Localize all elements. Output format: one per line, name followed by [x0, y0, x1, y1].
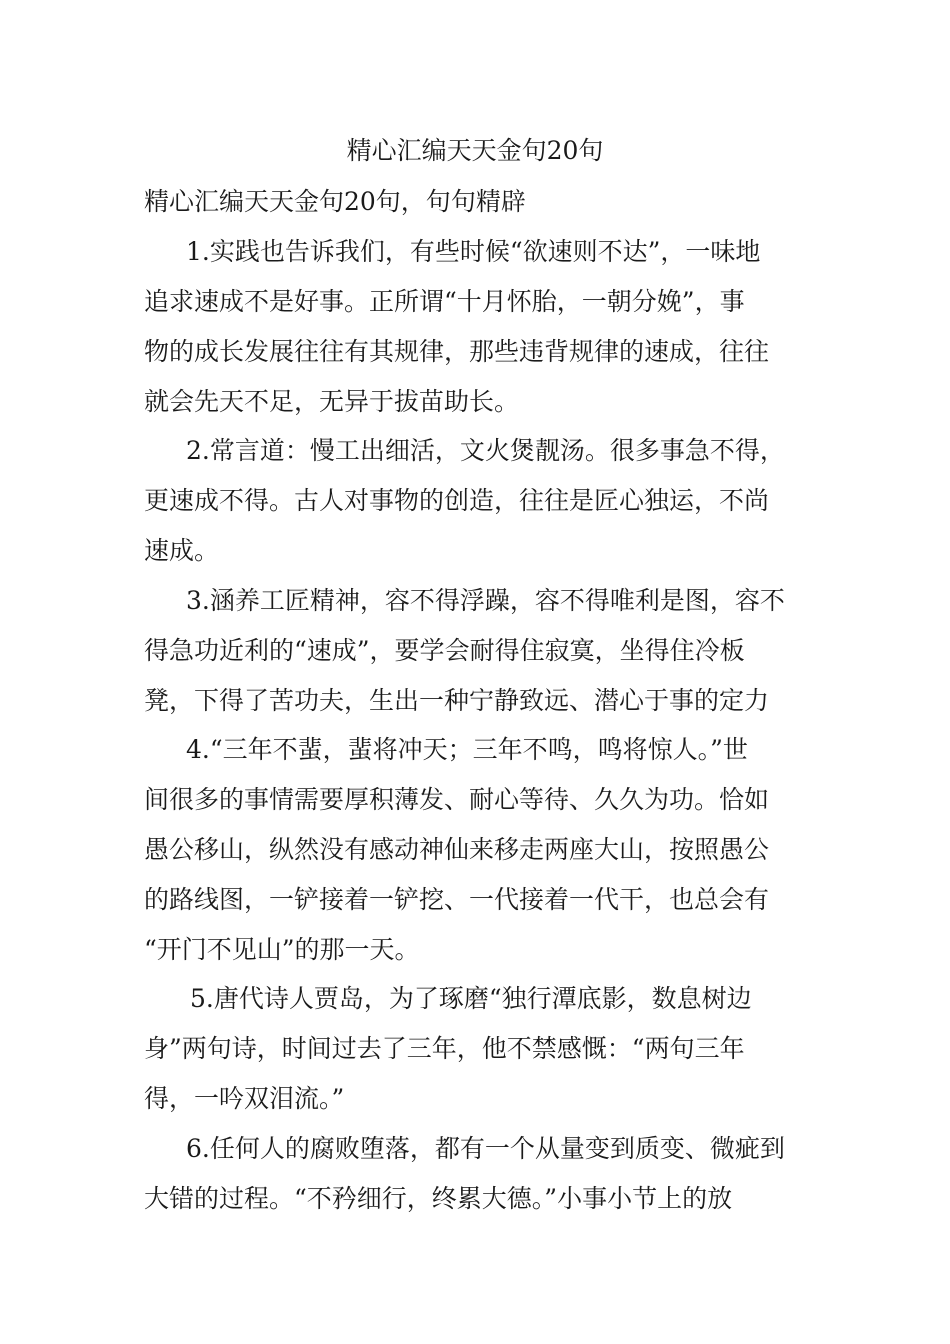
- paragraph-line: 得，一吟双泪流。”: [144, 1084, 345, 1113]
- paragraph-line: 2.常言道：慢工出细活，文火煲靓汤。很多事急不得，: [186, 436, 785, 465]
- paragraph-line: 5.唐代诗人贾岛，为了琢磨“独行潭底影，数息树边: [190, 984, 752, 1013]
- paragraph-line: 间很多的事情需要厚积薄发、耐心等待、久久为功。恰如: [144, 785, 770, 814]
- paragraph-line: 就会先天不足，无异于拔苗助长。: [144, 387, 520, 416]
- paragraph-line: 速成。: [144, 536, 220, 565]
- paragraph-line: 愚公移山，纵然没有感动神仙来移走两座大山，按照愚公: [144, 835, 770, 864]
- paragraph-line: 3.涵养工匠精神，容不得浮躁，容不得唯利是图，容不: [186, 586, 785, 615]
- document-title: 精心汇编天天金句20句: [346, 136, 604, 165]
- paragraph-line: 更速成不得。古人对事物的创造，往往是匠心独运，不尚: [144, 486, 770, 515]
- paragraph-line: 的路线图，一铲接着一铲挖、一代接着一代干，也总会有: [144, 885, 770, 914]
- paragraph-line: 得急功近利的“速成”，要学会耐得住寂寞，坐得住冷板: [144, 636, 745, 665]
- paragraph-line: 追求速成不是好事。正所谓“十月怀胎，一朝分娩”，事: [144, 287, 745, 316]
- document-subtitle: 精心汇编天天金句20句，句句精辟: [144, 187, 526, 216]
- paragraph-line: 4.“三年不蜚，蜚将冲天；三年不鸣，鸣将惊人。”世: [186, 735, 748, 764]
- paragraph-line: 凳，下得了苦功夫，生出一种宁静致远、潜心于事的定力: [144, 686, 770, 715]
- paragraph-line: 6.任何人的腐败堕落，都有一个从量变到质变、微疵到: [186, 1134, 785, 1163]
- paragraph-line: 物的成长发展往往有其规律，那些违背规律的速成，往往: [144, 337, 770, 366]
- paragraph-line: 大错的过程。“不矜细行，终累大德。”小事小节上的放: [144, 1184, 733, 1213]
- paragraph-line: 身”两句诗，时间过去了三年，他不禁感慨：“两句三年: [144, 1034, 745, 1063]
- paragraph-line: 1.实践也告诉我们，有些时候“欲速则不达”，一味地: [186, 237, 761, 266]
- paragraph-line: “开门不见山”的那一天。: [144, 935, 420, 964]
